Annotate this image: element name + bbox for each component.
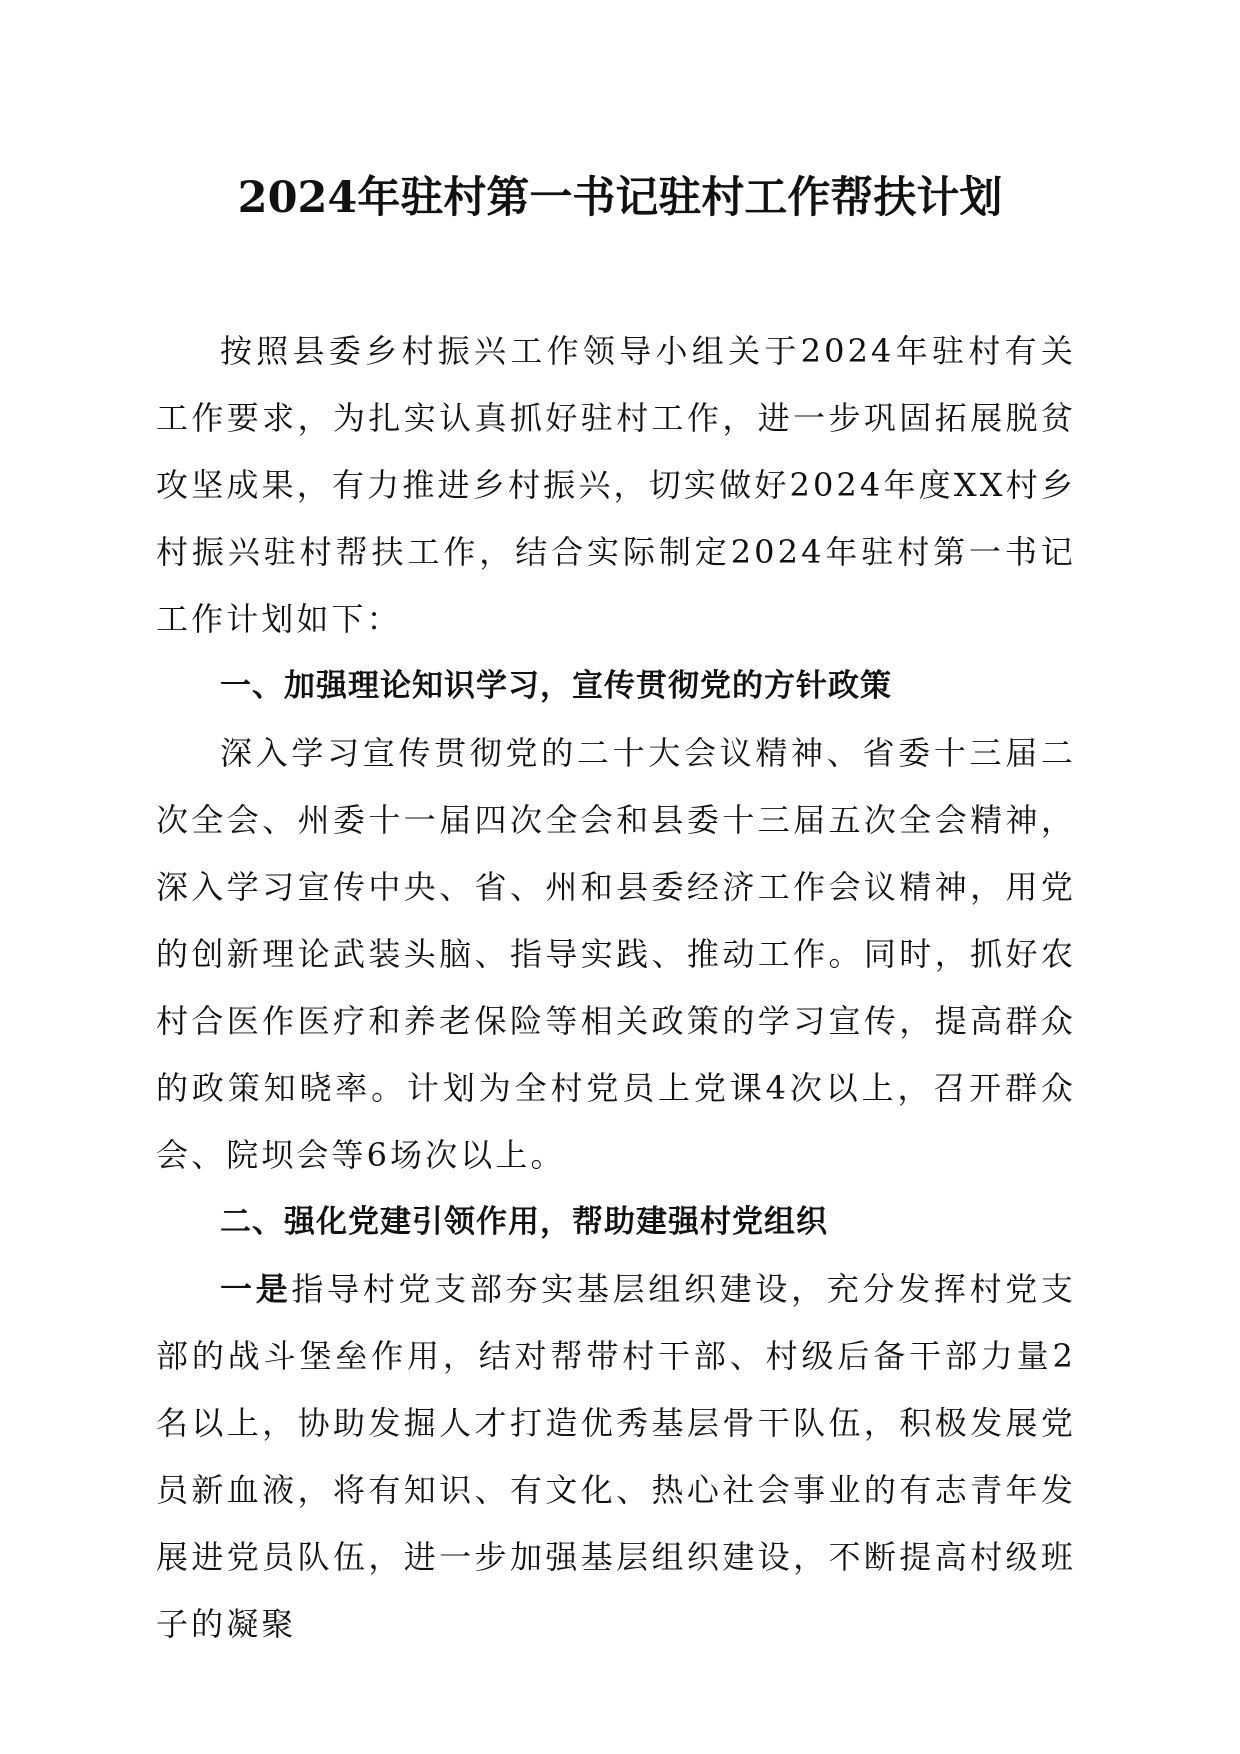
section-2-lead: 一是 [220,1270,292,1308]
section-2-paragraph [156,1256,1076,1658]
intro-paragraph: 按照县委乡村振兴工作领导小组关于2024年驻村有关工作要求，为扎实认真抓好驻村工作，进一步巩固拓展脱贫攻坚成果，有力推进乡村振兴，切实做好2024年度XX村乡村振兴驻村帮扶工作，结合实际制定2024年驻村第一书记工作计划如下： [156,332,1076,638]
section-2-heading: 二、强化党建引领作用，帮助建强村党组织 [220,1204,828,1240]
section-2-text: 指导村党支部夯实基层组织建设，充分发挥村党支部的战斗堡垒作用，结对帮带村干部、村级后备干部力量2名以上，协助发掘人才打造优秀基层骨干队伍，积极发展党员新血液，将有知识、有文化、热心社会事业的有志青年发展进党员队伍，进一步加强基层组织建设，不断提高村级班子的凝聚 [156,1270,1077,1643]
section-1-heading: 一、加强理论知识学习，宣传贯彻党的方针政策 [220,668,892,704]
section-1-paragraph: 深入学习宣传贯彻党的二十大会议精神、省委十三届二次全会、州委十一届四次全会和县委十三届五次全会精神，深入学习宣传中央、省、州和县委经济工作会议精神，用党的创新理论武装头脑、指导实践、推动工作。同时，抓好农村合医作医疗和养老保险等相关政策的学习宣传，提高群众的政策知晓率。计划为全村党员上党课4次以上，召开群众会、院坝会等6场次以上。 [156,734,1076,1174]
document-body [156,318,1076,1658]
document-title: 2024年驻村第一书记驻村工作帮扶计划 [237,173,1003,223]
